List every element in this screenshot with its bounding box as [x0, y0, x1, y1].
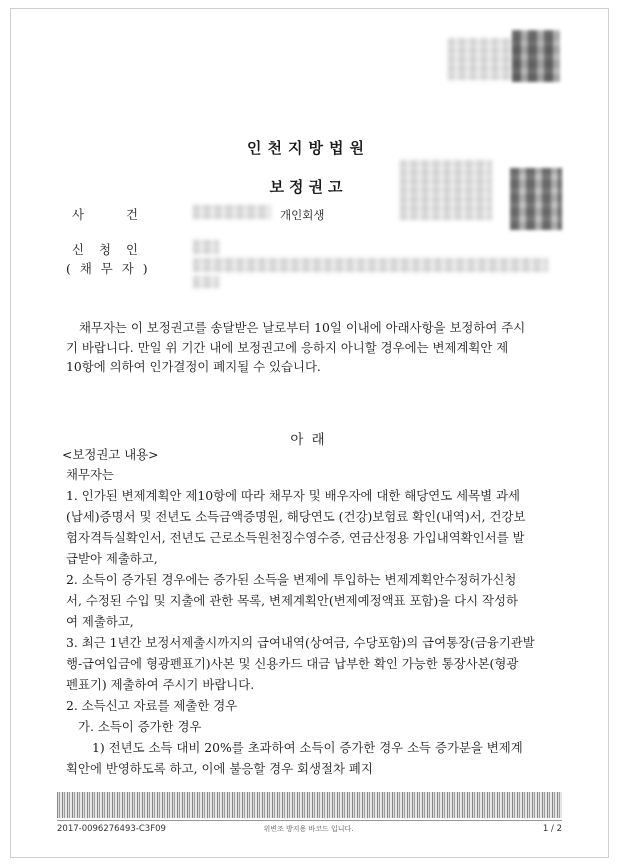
body-line: <보정권고 내용>	[62, 447, 159, 462]
body-line: 1) 전년도 소득 대비 20%를 초과하여 소득이 증가한 경우 소득 증가분을 변제계	[92, 740, 523, 755]
redacted-applicant-address-2	[193, 276, 219, 288]
document-id: 2017-0096276493-C3F09	[57, 824, 166, 834]
body-line: 여 제출하고,	[66, 614, 134, 629]
intro-line-3: 10항에 의하여 인가결정이 폐지될 수 있습니다.	[66, 359, 321, 374]
barcode-note: 위변조 방지용 바코드 입니다.	[263, 825, 354, 833]
document-title: 보정권고	[269, 178, 348, 196]
redacted-applicant-address	[193, 258, 548, 272]
section-heading-ara: 아 래	[290, 432, 327, 448]
applicant-label: 신청인	[72, 242, 153, 257]
body-line: 험자격득실확인서, 전년도 근로소득원천징수영수증, 연금산정용 가입내역확인서를 발	[66, 530, 525, 545]
anti-forgery-barcode	[57, 792, 562, 818]
intro-line-2: 기 바랍니다. 만일 위 기간 내에 보정권고에 응하지 아니할 경우에는 변제계획안 제	[66, 340, 509, 355]
body-line: 2. 소득신고 자료를 제출한 경우	[66, 698, 238, 713]
body-line: 급받아 제출하고,	[66, 551, 158, 566]
body-line: (납세)증명서 및 전년도 소득금액증명원, 해당연도 (건강)보험료 확인(내역)서, 건강보	[66, 509, 526, 524]
body-line: 서, 수정된 수입 및 지출에 관한 목록, 변제계획안(변제예정액표 포함)을 다시 작성하	[66, 593, 518, 608]
case-label: 사건	[72, 207, 180, 222]
body-line: 행-급여입금에 형광펜표기)사본 및 신용카드 대금 납부한 확인 가능한 통장사본(형광	[66, 656, 519, 671]
body-line: 2. 소득이 증가된 경우에는 증가된 소득을 변제에 투입하는 변제계획안수정허가신청	[66, 572, 517, 587]
redacted-stamp-right	[512, 30, 560, 82]
redacted-case-number	[193, 205, 271, 219]
footer-rule	[57, 820, 562, 821]
intro-line-1: 채무자는 이 보정권고를 송달받은 날로부터 10일 이내에 아래사항을 보정하여 주시	[79, 320, 526, 335]
debtor-label: (채무자)	[66, 261, 157, 276]
page-number: 1 / 2	[542, 824, 562, 834]
body-line: 획안에 반영하도록 하고, 이에 불응할 경우 회생절차 폐지	[66, 761, 373, 776]
redacted-applicant-name	[193, 240, 219, 254]
case-type: 개인회생	[280, 208, 325, 222]
body-line: 가. 소득이 증가한 경우	[78, 719, 202, 734]
body-line: 펜표기) 제출하여 주시기 바랍니다.	[66, 677, 255, 692]
body-line: 1. 인가된 변제계획안 제10항에 따라 채무자 및 배우자에 대한 해당연도 세목별 과세	[66, 488, 520, 503]
body-line: 채무자는	[66, 467, 114, 482]
court-name: 인천지방법원	[247, 139, 370, 157]
body-line: 3. 최근 1년간 보정서제출시까지의 급여내역(상여금, 수당포함)의 급여통장(금융기관발	[66, 635, 535, 650]
